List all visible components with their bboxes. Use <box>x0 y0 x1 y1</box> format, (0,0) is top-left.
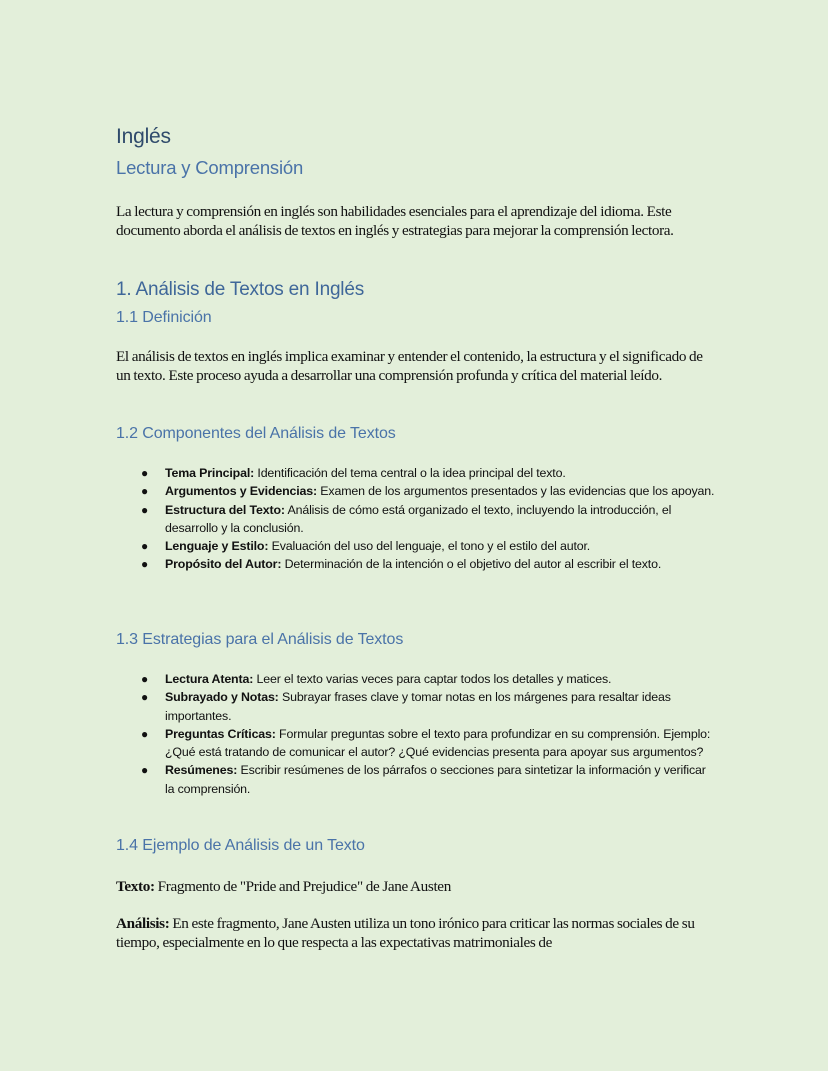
list-item-term: Estructura del Texto: <box>165 502 285 517</box>
list-item <box>116 725 716 762</box>
analisis-label: Análisis: <box>116 915 170 932</box>
list-item-text: Determinación de la intención o el objetivo del autor al escribir el texto. <box>281 557 662 572</box>
definition-paragraph: El análisis de textos en inglés implica examinar y entender el contenido, la estructura y el significado de un texto. Este proceso ayuda a desarrollar una comprensión profunda y crítica del material leído. <box>116 348 703 384</box>
list-item-term: Tema Principal: <box>165 466 255 480</box>
list-item-text: Leer el texto varias veces para captar todos los detalles y matices. <box>253 672 612 686</box>
list-item <box>116 501 716 538</box>
bullet-icon: ● <box>141 502 149 517</box>
bullet-icon: ● <box>141 539 149 554</box>
list-item-text: Examen de los argumentos presentados y las evidencias que los apoyan. <box>317 484 715 499</box>
components-list <box>116 464 716 574</box>
analisis-value: En este fragmento, Jane Austen utiliza un tono irónico para criticar las normas sociales de su tiempo, especialmente en lo que respecta a las expectativas matrimoniales de <box>116 915 695 951</box>
list-item <box>116 761 716 798</box>
analysis-paragraph <box>116 915 706 952</box>
list-item-term: Propósito del Autor: <box>165 557 282 572</box>
list-item-term: Preguntas Críticas: <box>165 726 276 741</box>
bullet-icon: ● <box>141 726 149 741</box>
bullet-icon: ● <box>141 690 149 705</box>
list-item <box>116 482 716 500</box>
list-item <box>116 537 716 555</box>
section-1-heading: 1. Análisis de Textos en Inglés <box>116 279 364 300</box>
list-item <box>116 555 716 573</box>
list-item <box>116 688 716 725</box>
bullet-icon: ● <box>141 672 149 686</box>
list-item-text: Formular preguntas sobre el texto para profundizar en su comprensión. Ejemplo: ¿Qué está tratando de comunicar el autor? ¿Qué evidencias presenta para apoyar sus argumentos? <box>165 726 711 760</box>
example-text-line <box>116 878 706 897</box>
list-item <box>116 670 716 688</box>
list-item-term: Argumentos y Evidencias: <box>165 484 318 499</box>
intro-paragraph: La lectura y comprensión en inglés son habilidades esenciales para el aprendizaje del idioma. Este documento aborda el análisis de textos en inglés y estrategias para mejorar la comprensión lectora. <box>116 203 674 239</box>
section-1-4-heading: 1.4 Ejemplo de Análisis de un Texto <box>116 837 365 854</box>
list-item-term: Resúmenes: <box>165 763 238 778</box>
list-item-text: Evaluación del uso del lenguaje, el tono y el estilo del autor. <box>268 539 591 554</box>
list-item-text: Subrayar frases clave y tomar notas en los márgenes para resaltar ideas importantes. <box>165 690 671 723</box>
list-item <box>116 464 716 482</box>
list-item-text: Escribir resúmenes de los párrafos o secciones para sintetizar la información y verificar la comprensión. <box>165 763 706 796</box>
section-1-2-heading: 1.2 Componentes del Análisis de Textos <box>116 425 396 442</box>
texto-label: Texto: <box>116 878 155 895</box>
document-title: Inglés <box>116 125 171 148</box>
list-item-text: Identificación del tema central o la idea principal del texto. <box>254 466 566 480</box>
strategies-list <box>116 670 716 798</box>
list-item-term: Subrayado y Notas: <box>165 690 279 705</box>
bullet-icon: ● <box>141 763 149 778</box>
list-item-text: Análisis de cómo está organizado el texto, incluyendo la introducción, el desarrollo y la conclusión. <box>165 502 672 535</box>
bullet-icon: ● <box>141 466 149 480</box>
texto-value: Fragmento de "Pride and Prejudice" de Jane Austen <box>154 878 451 895</box>
list-item-term: Lectura Atenta: <box>165 672 254 686</box>
section-1-1-heading: 1.1 Definición <box>116 309 212 326</box>
document-subtitle: Lectura y Comprensión <box>116 157 304 178</box>
section-1-3-heading: 1.3 Estrategias para el Análisis de Textos <box>116 631 404 648</box>
bullet-icon: ● <box>141 557 149 572</box>
bullet-icon: ● <box>141 484 149 499</box>
list-item-term: Lenguaje y Estilo: <box>165 539 269 554</box>
